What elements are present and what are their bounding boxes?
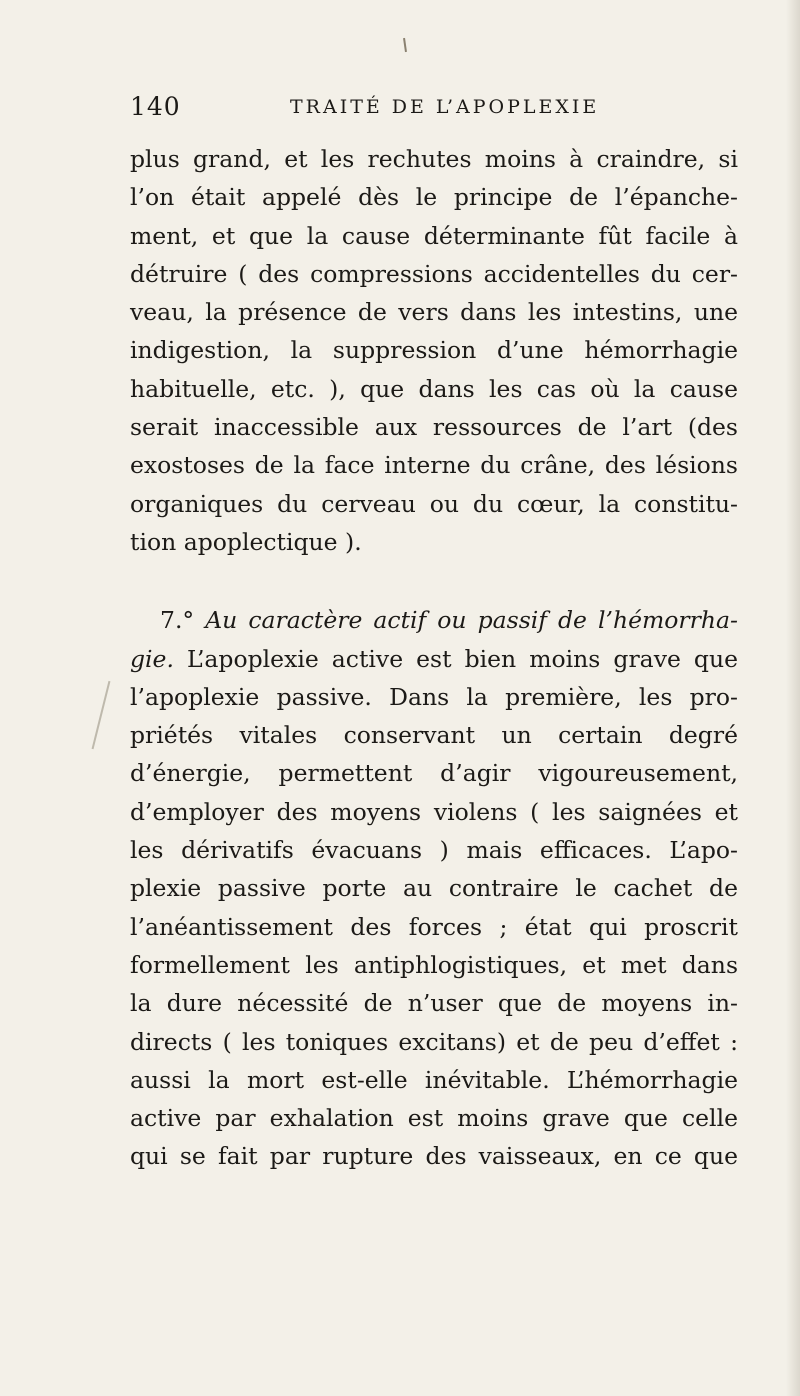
paragraph-2 xyxy=(130,601,738,1175)
text-line xyxy=(130,640,738,678)
text-line: les dérivatifs évacuans ) mais efficaces. L’apo- xyxy=(130,836,738,865)
text-line: qui se fait par rupture des vaisseaux, en ce que xyxy=(130,1142,738,1171)
stray-mark xyxy=(403,38,407,52)
text-line: aussi la mort est-elle inévitable. L’hémorrhagie xyxy=(130,1065,738,1094)
page-number: 140 xyxy=(130,92,181,121)
text-run: L’apoplexie active est bien moins grave que xyxy=(173,644,738,673)
section-number: 7.° xyxy=(160,606,195,635)
page-header xyxy=(130,92,730,128)
text-line: habituelle, etc. ), que dans les cas où la cause xyxy=(130,374,738,403)
paragraph-gap xyxy=(130,561,738,601)
section-heading-end: gie. xyxy=(130,644,174,673)
section-heading: Au caractère actif ou passif de l’hémorrha- xyxy=(205,606,738,635)
stray-mark xyxy=(92,681,110,749)
text-line: d’employer des moyens violens ( les saignées et xyxy=(130,797,738,826)
paragraph-1 xyxy=(130,140,738,561)
text-line: plexie passive porte au contraire le cachet de xyxy=(130,874,738,903)
text-line: d’énergie, permettent d’agir vigoureusement, xyxy=(130,759,738,788)
text-line: indigestion, la suppression d’une hémorrhagie xyxy=(130,336,738,365)
text-line: l’apoplexie passive. Dans la première, les pro- xyxy=(130,682,738,711)
text-line: plus grand, et les rechutes moins à craindre, si xyxy=(130,145,738,173)
section-heading-line xyxy=(130,601,738,639)
text-line: l’anéantissement des forces ; état qui proscrit xyxy=(130,912,738,941)
running-title: TRAITÉ DE L’APOPLEXIE xyxy=(290,96,600,118)
text-line: serait inaccessible aux ressources de l’art (des xyxy=(130,413,738,442)
body-text xyxy=(130,140,738,1176)
text-line: organiques du cerveau ou du cœur, la constitu- xyxy=(130,489,738,518)
text-line: formellement les antiphlogistiques, et met dans xyxy=(130,950,738,979)
text-line: la dure nécessité de n’user que de moyens in- xyxy=(130,989,738,1018)
text-line: directs ( les toniques excitans) et de peu d’effet : xyxy=(130,1027,738,1056)
text-line: active par exhalation est moins grave que celle xyxy=(130,1104,738,1133)
text-line: ment, et que la cause déterminante fût facile à xyxy=(130,221,738,250)
text-line: veau, la présence de vers dans les intestins, une xyxy=(130,298,738,327)
text-line: exostoses de la face interne du crâne, des lésions xyxy=(130,451,738,480)
text-line: l’on était appelé dès le principe de l’épanche- xyxy=(130,183,738,212)
page-edge-shadow xyxy=(786,0,800,1396)
text-line: priétés vitales conservant un certain degré xyxy=(130,721,738,750)
text-line: détruire ( des compressions accidentelles du cer- xyxy=(130,259,738,288)
text-line: tion apoplectique ). xyxy=(130,527,362,556)
